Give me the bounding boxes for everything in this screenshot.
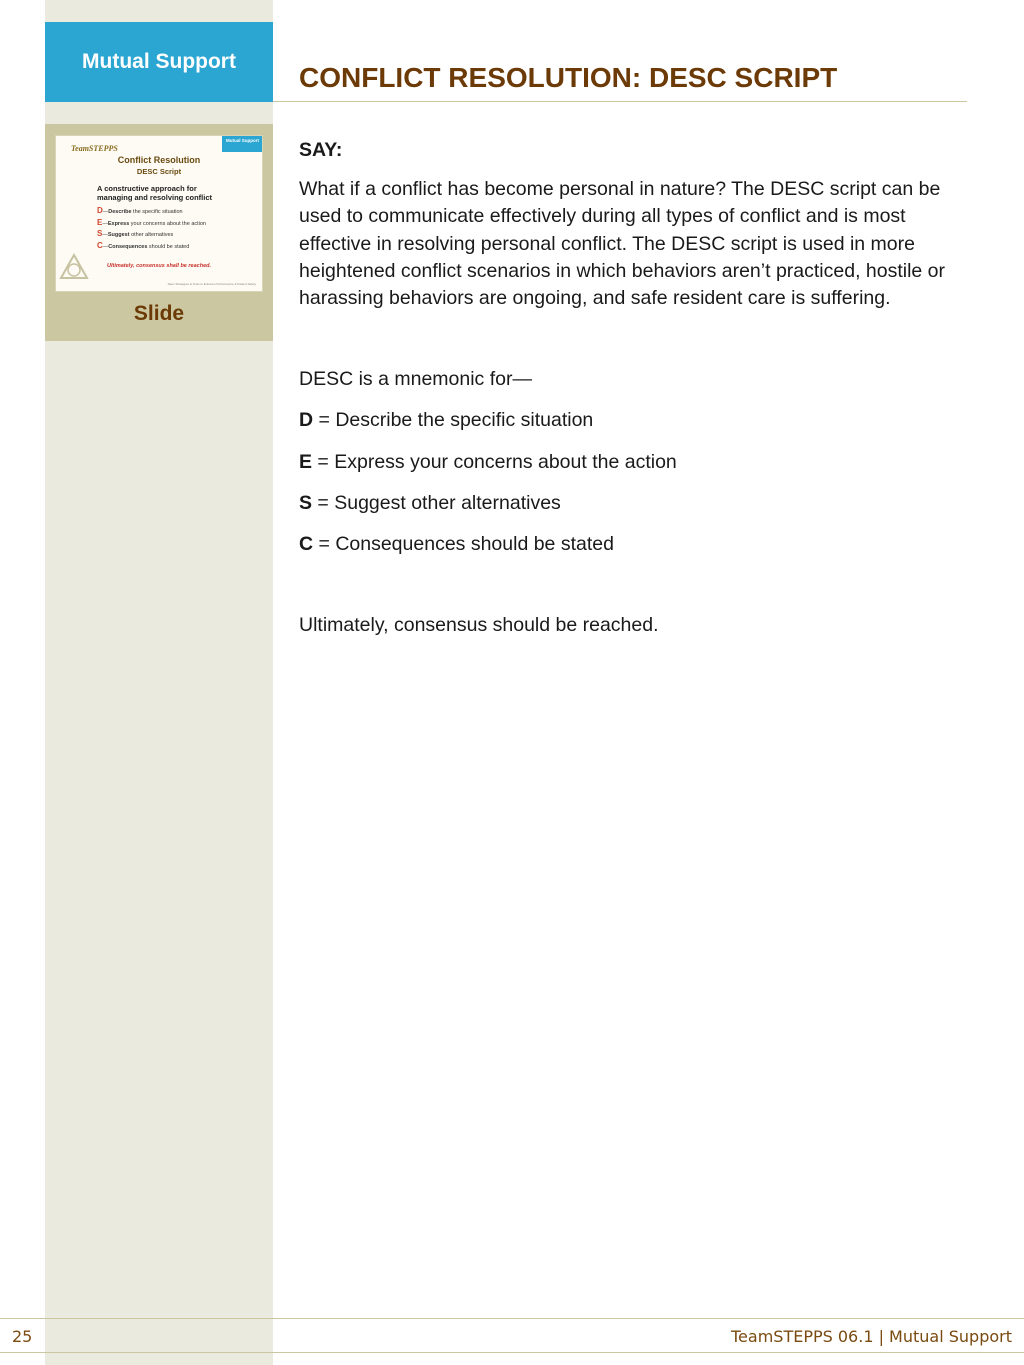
- footer-text: TeamSTEPPS 06.1 | Mutual Support: [731, 1327, 1012, 1346]
- mnemonic-item-e: E = Express your concerns about the action: [299, 450, 677, 473]
- thumbnail-footer: Ultimately, consensus shall be reached.: [106, 263, 212, 269]
- teamstepps-logo-icon: [59, 252, 89, 282]
- section-tab: [45, 22, 273, 102]
- mnemonic-item-c: C = Consequences should be stated: [299, 533, 614, 556]
- page-number: 25: [12, 1327, 33, 1346]
- mnemonic-lead: DESC is a mnemonic for—: [299, 368, 532, 391]
- thumbnail-section-tab: Mutual Support: [222, 136, 262, 152]
- footer-divider-top: [0, 1318, 1024, 1319]
- footer-divider-bottom: [0, 1352, 1024, 1353]
- thumbnail-brand: TeamSTEPPS: [71, 144, 118, 153]
- thumbnail-subtitle: DESC Script: [136, 167, 182, 176]
- say-label: SAY:: [299, 139, 343, 161]
- slide-panel: [45, 124, 273, 341]
- title-divider: [273, 101, 967, 102]
- page-title: CONFLICT RESOLUTION: DESC SCRIPT: [299, 62, 838, 93]
- thumbnail-fine-print: Team Strategies & Tools to Enhance Performance & Patient Safety: [167, 282, 256, 286]
- thumbnail-lead: A constructive approach for managing and resolving conflict: [97, 184, 213, 202]
- thumbnail-list-item: D—Describe the specific situation: [97, 206, 183, 215]
- closing-paragraph: Ultimately, consensus should be reached.: [299, 614, 659, 637]
- mnemonic-item-d: D = Describe the specific situation: [299, 409, 594, 432]
- section-label: Mutual Support: [82, 50, 236, 73]
- thumbnail-list-item: E—Express your concerns about the action: [97, 217, 206, 227]
- slide-thumbnail: [56, 136, 262, 291]
- main-content: [299, 137, 954, 639]
- slide-label: Slide: [133, 302, 185, 325]
- thumbnail-list: [97, 206, 206, 252]
- thumbnail-list-item: C—Consequences should be stated: [97, 240, 190, 250]
- thumbnail-title: Conflict Resolution: [117, 155, 201, 165]
- thumbnail-list-item: S—Suggest other alternatives: [97, 229, 174, 238]
- intro-paragraph: What if a conflict has become personal in nature? The DESC script can be used to communicate effectively during all types of conflict and is most effective in resolving personal conflict. The DESC script is used in more heightened conflict scenarios in which behaviors aren’t practiced, hostile or harassing behaviors are ongoing, and safe resident care is suffering.: [299, 178, 946, 310]
- mnemonic-item-s: S = Suggest other alternatives: [299, 491, 561, 514]
